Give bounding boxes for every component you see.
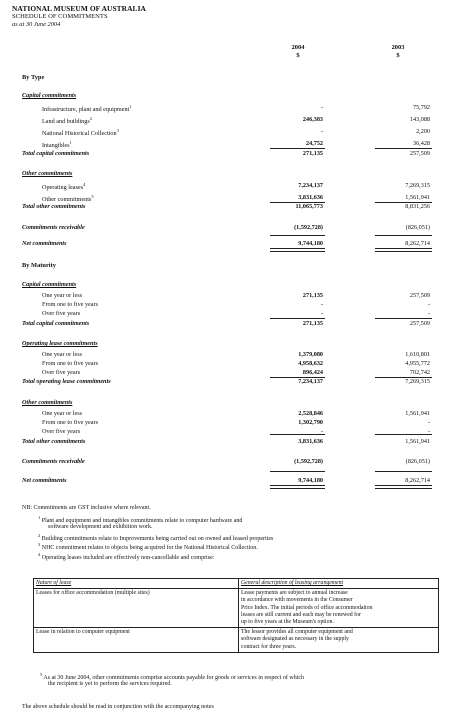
value-2003: 36,428 (412, 140, 430, 147)
value-2003: 702,742 (409, 369, 430, 376)
receivable-label: Commitments receivable (22, 458, 85, 465)
value-2004: - (320, 301, 323, 308)
subtotal-rule (270, 471, 325, 472)
subtotal-rule (270, 434, 325, 435)
receivable-2004: (1,592,728) (294, 224, 323, 231)
total-2003: 8,831,256 (405, 203, 430, 210)
net-2003: 8,262,714 (405, 240, 430, 247)
total-label: Total capital commitments (22, 320, 90, 327)
row-label: Land and buildings$^2$ (42, 116, 93, 126)
total-label: Total other commitments (22, 438, 86, 445)
subtotal-rule (270, 235, 325, 236)
total-label: Total capital commitments (22, 150, 90, 157)
row-label: Intangibles$^1$ (42, 140, 72, 150)
subtotal-rule (375, 318, 432, 319)
net-label: Net commitments (22, 477, 67, 484)
subtotal-rule (375, 148, 432, 149)
value-2003: 7,269,315 (405, 182, 430, 189)
lease-desc-computer: The lessor provides all computer equipment and software designated as necessary in the supply contract for three years. (239, 628, 439, 653)
value-2004: 3,831,636 (298, 194, 323, 201)
value-2004: - (320, 104, 323, 111)
total-2004: 271,135 (302, 320, 323, 327)
note-1-cont: software development and exhibition work. (48, 524, 153, 530)
note-3: $^3$ NHC commitment relates to objects being acquired for the National Historical Collection. (38, 542, 258, 551)
value-2004: 7,234,137 (298, 182, 323, 189)
group-heading: Operating lease commitments (22, 340, 98, 347)
value-2003: 143,088 (409, 116, 430, 123)
total-double-rule (270, 248, 325, 252)
total-2004: 3,831,636 (298, 438, 323, 445)
value-2004: 896,424 (302, 369, 323, 376)
footer-note: The above schedule should be read in conjunction with the accompanying notes (22, 704, 214, 710)
total-label: Total operating lease commitments (22, 378, 111, 385)
lease-nature-office: Leases for office accommodation (multiple sites) (34, 589, 239, 628)
row-label: One year or less (42, 292, 83, 299)
net-label: Net commitments (22, 240, 67, 247)
note-1: $^1$ Plant and equipment and intangibles commitments relate to computer hardware and (38, 515, 243, 524)
value-2004: 1,302,790 (298, 419, 323, 426)
total-double-rule (375, 485, 432, 489)
value-2003: 2,200 (416, 128, 430, 135)
schedule-title: SCHEDULE OF COMMITMENTS (12, 13, 108, 20)
subtotal-rule (375, 434, 432, 435)
col-2004-unit: $ (296, 52, 300, 59)
row-label: Over five years (42, 310, 81, 317)
subtotal-rule (270, 318, 325, 319)
total-2004: 11,065,773 (295, 203, 323, 210)
value-2004: - (320, 428, 323, 435)
total-2003: 7,269,315 (405, 378, 430, 385)
value-2004: - (320, 128, 323, 135)
group-heading: Capital commitments (22, 92, 77, 99)
subtotal-rule (375, 471, 432, 472)
section-by-maturity: By Maturity (22, 262, 56, 269)
value-2004: 1,379,080 (298, 351, 323, 358)
row-label: From one to five years (42, 419, 99, 426)
value-2003: 75,792 (412, 104, 430, 111)
lease-col-nature: Nature of lease (34, 579, 239, 589)
note-5-cont: the recipient is yet to perform the services required. (48, 681, 172, 687)
value-2003: 1,610,801 (405, 351, 430, 358)
value-2003: 4,955,772 (405, 360, 430, 367)
receivable-label: Commitments receivable (22, 224, 85, 231)
net-2003: 8,262,714 (405, 477, 430, 484)
note-5: $^5$ As at 30 June 2004, other commitments comprise accounts payable for goods or services in respect of which (40, 672, 305, 681)
subtotal-rule (375, 235, 432, 236)
subtotal-rule (270, 148, 325, 149)
row-label: From one to five years (42, 360, 99, 367)
note-2: $^2$ Building commitments relate to Improvements being carried out on owned and leased properties (38, 533, 274, 542)
total-label: Total other commitments (22, 203, 86, 210)
schedule-date: as at 30 June 2004 (12, 21, 61, 28)
section-by-type: By Type (22, 74, 45, 81)
value-2004: 271,135 (302, 292, 323, 299)
value-2003: 257,509 (409, 292, 430, 299)
value-2003: - (427, 419, 430, 426)
total-2003: 257,509 (409, 320, 430, 327)
receivable-2003: (826,051) (405, 458, 430, 465)
value-2004: 24,752 (305, 140, 323, 147)
lease-table (33, 578, 439, 653)
row-label: Over five years (42, 428, 81, 435)
total-2004: 7,234,137 (298, 378, 323, 385)
row-label: Over five years (42, 369, 81, 376)
total-double-rule (375, 248, 432, 252)
net-2004: 9,744,180 (298, 477, 323, 484)
row-label: One year or less (42, 351, 83, 358)
row-label: Infrastructure, plant and equipment$^1$ (42, 104, 132, 114)
value-2003: - (427, 310, 430, 317)
value-2003: 1,561,941 (405, 194, 430, 201)
lease-desc-office: Lease payments are subject to annual increase in accordance with movements in the Consumer Price Index. The initial periods of office accommodation leases are still current and each may be renewed for up to five years at the Museum's option. (239, 589, 439, 628)
note-4: $^4$ Operating leases included are effectively non-cancellable and comprise: (38, 552, 215, 561)
value-2004: 2,528,846 (298, 410, 323, 417)
value-2003: - (427, 301, 430, 308)
group-heading: Capital commitments (22, 281, 77, 288)
group-heading: Other commitments (22, 399, 73, 406)
value-2004: 4,958,632 (298, 360, 323, 367)
receivable-2004: (1,592,728) (294, 458, 323, 465)
row-label: Other commitments$^5$ (42, 194, 94, 204)
row-label: One year or less (42, 410, 83, 417)
total-2004: 271,135 (302, 150, 323, 157)
org-name: NATIONAL MUSEUM OF AUSTRALIA (12, 4, 146, 13)
lease-col-description: General description of leasing arrangement (239, 579, 439, 589)
total-double-rule (270, 485, 325, 489)
value-2003: - (427, 428, 430, 435)
row-label: From one to five years (42, 301, 99, 308)
total-2003: 257,509 (409, 150, 430, 157)
value-2003: 1,561,941 (405, 410, 430, 417)
lease-nature-computer: Lease in relation to computer equipment (34, 628, 239, 653)
receivable-2003: (826,051) (405, 224, 430, 231)
value-2004: 246,383 (302, 116, 323, 123)
total-2003: 1,561,941 (405, 438, 430, 445)
col-2003-year: 2003 (391, 44, 405, 51)
col-2003-unit: $ (396, 52, 400, 59)
row-label: Operating leases$^4$ (42, 182, 86, 192)
row-label: National Historical Collection$^3$ (42, 128, 119, 138)
net-2004: 9,744,180 (298, 240, 323, 247)
col-2004-year: 2004 (291, 44, 305, 51)
group-heading: Other commitments (22, 170, 73, 177)
note-nb: NB: Commitments are GST inclusive where relevant. (22, 505, 151, 511)
value-2004: - (320, 310, 323, 317)
